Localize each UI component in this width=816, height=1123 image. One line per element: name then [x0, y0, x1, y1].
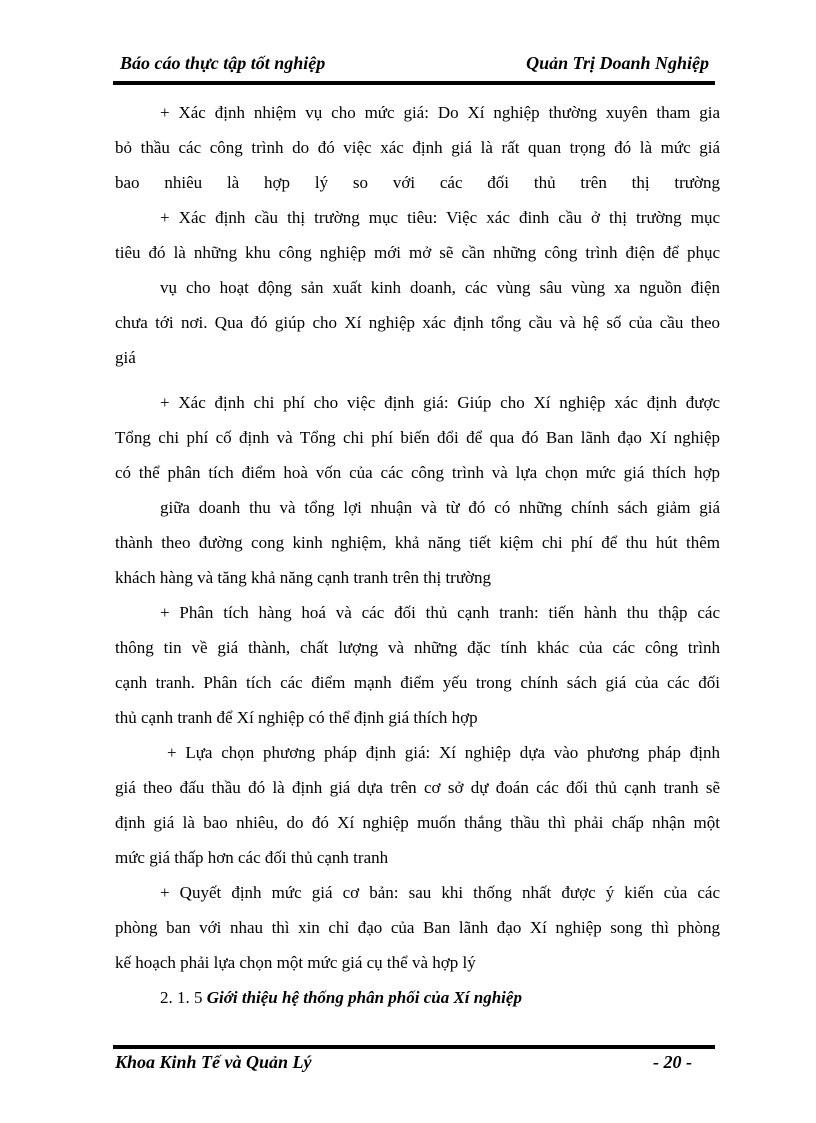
- footer-rule: [113, 1045, 715, 1049]
- text-line: có thể phân tích điểm hoà vốn của các công trình và lựa chọn mức giá thích hợp: [115, 463, 720, 482]
- text-line: + Quyết định mức giá cơ bản: sau khi thống nhất được ý kiến của các: [160, 883, 720, 902]
- text-line: vụ cho hoạt động sản xuất kinh doanh, các vùng sâu vùng xa nguồn điện: [160, 278, 720, 297]
- section-heading: [115, 980, 720, 1015]
- text-line: bỏ thầu các công trình do đó việc xác định giá là rất quan trọng đó là mức giá: [115, 138, 720, 157]
- text-line: + Xác định cầu thị trường mục tiêu: Việc xác đinh cầu ở thị trường mục: [160, 208, 720, 227]
- text-line: giá: [115, 348, 136, 367]
- text-line: cạnh tranh. Phân tích các điểm mạnh điểm yếu trong chính sách giá của các đối: [115, 673, 720, 692]
- text-line: thủ cạnh tranh để Xí nghiệp có thể định giá thích hợp: [115, 708, 478, 727]
- text-line: + Phân tích hàng hoá và các đối thủ cạnh tranh: tiến hành thu thập các: [160, 603, 720, 622]
- text-line: + Lựa chọn phương pháp định giá: Xí nghiệp dựa vào phương pháp định: [167, 743, 720, 762]
- text-line: + Xác định chi phí cho việc định giá: Giúp cho Xí nghiệp xác định được: [160, 393, 720, 412]
- header-left-title: Báo cáo thực tập tốt nghiệp: [120, 53, 326, 73]
- footer-left-text: Khoa Kinh Tế và Quản Lý: [115, 1052, 312, 1072]
- text-line: + Xác định nhiệm vụ cho mức giá: Do Xí nghiệp thường xuyên tham gia: [160, 103, 720, 122]
- text-line: tiêu đó là những khu công nghiệp mới mở sẽ cần những công trình điện để phục: [115, 243, 720, 262]
- text-line: chưa tới nơi. Qua đó giúp cho Xí nghiệp xác định tổng cầu và hệ số của cầu theo: [115, 313, 720, 332]
- text-line: kế hoạch phải lựa chọn một mức giá cụ thể và hợp lý: [115, 953, 476, 972]
- text-line: bao nhiêu là hợp lý so với các đối thủ trên thị trường: [115, 173, 720, 192]
- header-right-title: Quản Trị Doanh Nghiệp: [526, 53, 709, 73]
- text-line: thông tin về giá thành, chất lượng và những đặc tính khác của các công trình: [115, 638, 720, 657]
- text-line: giữa doanh thu và tổng lợi nhuận và từ đó có những chính sách giảm giá: [160, 498, 720, 517]
- text-line: phòng ban với nhau thì xin chỉ đạo của Ban lãnh đạo Xí nghiệp song thì phòng: [115, 918, 720, 937]
- section-title: Giới thiệu hệ thống phân phối của Xí nghiệp: [206, 988, 522, 1007]
- header-rule: [113, 81, 715, 85]
- text-line: Tổng chi phí cố định và Tổng chi phí biến đổi để qua đó Ban lãnh đạo Xí nghiệp: [115, 428, 720, 447]
- text-line: định giá là bao nhiêu, do đó Xí nghiệp muốn thắng thầu thì phải chấp nhận một: [115, 813, 720, 832]
- section-number: 2. 1. 5: [160, 988, 203, 1007]
- text-line: giá theo đấu thầu đó là định giá dựa trên cơ sở dự đoán các đối thủ cạnh tranh sẽ: [115, 778, 720, 797]
- document-body: [115, 95, 720, 1015]
- text-line: mức giá thấp hơn các đối thủ cạnh tranh: [115, 848, 389, 867]
- text-line: khách hàng và tăng khả năng cạnh tranh trên thị trường: [115, 568, 492, 587]
- text-line: thành theo đường cong kinh nghiệm, khả năng tiết kiệm chi phí để thu hút thêm: [115, 533, 720, 552]
- page-number: - 20 -: [653, 1052, 692, 1072]
